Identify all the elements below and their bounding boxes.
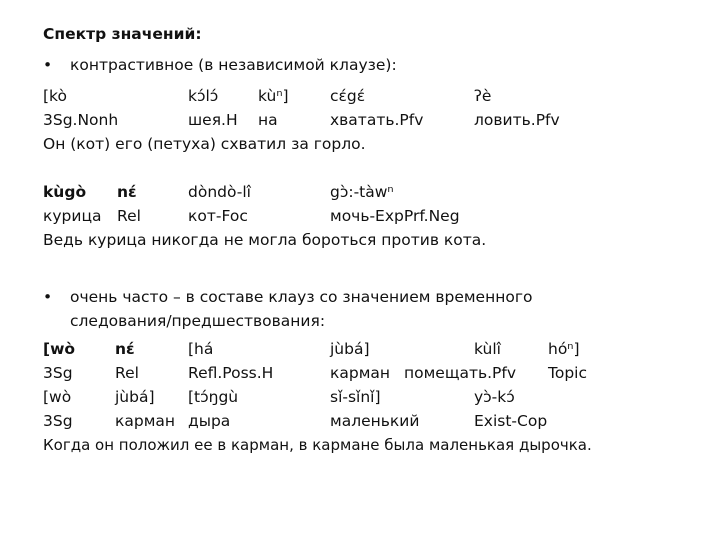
- ex3-gloss: маленький: [330, 412, 420, 430]
- ex3-gloss: карман: [115, 412, 176, 430]
- ex3-gloss: 3Sg: [43, 364, 73, 382]
- ex2-translation: Ведь курица никогда не могла бороться против кота.: [43, 231, 487, 249]
- ex2-word: kùgò: [43, 183, 87, 201]
- ex3-word: [há: [188, 340, 214, 358]
- ex3-gloss: Rel: [115, 364, 139, 382]
- ex1-gloss: 3Sg.Nonh: [43, 111, 119, 129]
- ex3-gloss: дыра: [188, 412, 231, 430]
- ex3-word: jùbá]: [330, 340, 370, 358]
- ex3-word: hóⁿ]: [548, 340, 580, 358]
- ex3-word: nɛ́: [115, 340, 135, 358]
- section-heading: Спектр значений:: [43, 25, 202, 43]
- ex2-gloss: кот-Foc: [188, 207, 248, 225]
- ex3-word: [tɔ́ŋgù: [188, 388, 239, 406]
- ex3-gloss: Exist-Cop: [474, 412, 548, 430]
- ex2-gloss: мочь-ExpPrf.Neg: [330, 207, 460, 225]
- ex1-word: ʔè: [474, 87, 492, 105]
- ex2-word: dòndò-lî: [188, 183, 251, 201]
- bullet-text-contrastive: контрастивное (в независимой клаузе):: [70, 56, 397, 74]
- ex3-word: yɔ̀-kɔ́: [474, 388, 515, 406]
- ex1-word: kùⁿ]: [258, 87, 289, 105]
- ex3-word: [wò: [43, 340, 76, 358]
- bullet-text-temporal-line1: очень часто – в составе клауз со значением временного: [70, 288, 533, 306]
- ex3-gloss: Refl.Poss.H: [188, 364, 274, 382]
- ex3-gloss: 3Sg: [43, 412, 73, 430]
- bullet-text-temporal-line2: следования/предшествования:: [70, 312, 326, 330]
- ex2-word: nɛ́: [117, 183, 137, 201]
- ex3-word: kùlî: [474, 340, 501, 358]
- ex2-word: gɔ̀:-tàwⁿ: [330, 183, 394, 201]
- ex1-word: kɔ́lɔ́: [188, 87, 219, 105]
- ex3-translation: Когда он положил ее в карман, в кармане была маленькая дырочка.: [43, 436, 592, 454]
- ex1-gloss: хватать.Pfv: [330, 111, 424, 129]
- ex1-word: cɛ́gɛ́: [330, 87, 366, 105]
- ex1-word: [kò: [43, 87, 67, 105]
- ex1-gloss: ловить.Pfv: [474, 111, 560, 129]
- bullet-marker: •: [43, 56, 53, 74]
- bullet-marker: •: [43, 288, 53, 306]
- ex1-translation: Он (кот) его (петуха) схватил за горло.: [43, 135, 366, 153]
- ex3-gloss: Topic: [548, 364, 587, 382]
- ex1-gloss: шея.H: [188, 111, 238, 129]
- ex1-gloss: на: [258, 111, 278, 129]
- ex2-gloss: Rel: [117, 207, 141, 225]
- ex3-gloss: карман: [330, 364, 391, 382]
- ex3-word: sǐ-sǐnǐ]: [330, 388, 381, 406]
- ex3-gloss: помещать.Pfv: [404, 364, 517, 382]
- ex2-gloss: курица: [43, 207, 102, 225]
- ex3-word: jùbá]: [115, 388, 155, 406]
- ex3-word: [wò: [43, 388, 72, 406]
